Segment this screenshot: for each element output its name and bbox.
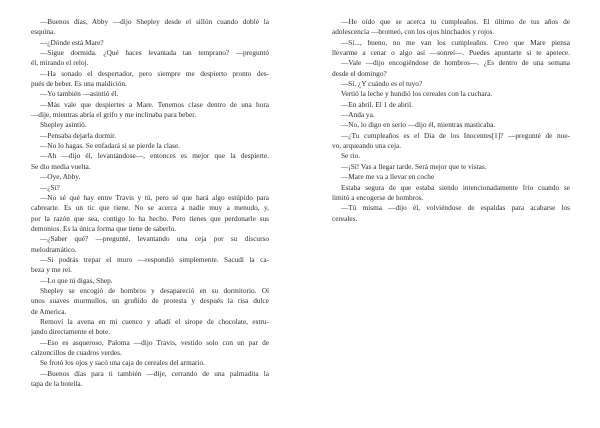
text-line: pués de beber. Es una maldición. bbox=[31, 79, 127, 89]
text-line: —No sé qué hay entre Travis y tú, pero sé que hará algo estúpido para bbox=[40, 192, 269, 202]
text-line: él, mirando el reloj. bbox=[31, 58, 89, 68]
text-line: —¡Sí! Vas a llegar tarde. Será mejor que te vistas. bbox=[341, 161, 487, 171]
text-line: unos suaves murmullos, un gruñido de protesta y después la risa dulce bbox=[31, 296, 269, 306]
text-line: —No, lo digo en serio —dijo él, mientras masticaba. bbox=[341, 120, 496, 130]
text-line: —No lo hagas. Se enfadará si se pierde la clase. bbox=[40, 141, 181, 151]
text-line: Removí la avena en mi cuenco y añadí el sirope de chocolate, estru- bbox=[40, 316, 269, 326]
text-line: —Mare me va a llevar en coche bbox=[341, 172, 435, 182]
text-line: —Vale —dijo encogiéndose de hombros—. ¿Es dentro de una semana bbox=[341, 58, 570, 68]
text-line: melodramático. bbox=[31, 244, 77, 254]
text-line: desde el domingo? bbox=[332, 68, 387, 78]
text-line: Se dio media vuelta. bbox=[31, 161, 91, 171]
text-line: —Sí. ¿Y cuándo es el tuyo? bbox=[341, 79, 423, 89]
text-line: —Pensaba dejarla dormir. bbox=[40, 130, 116, 140]
text-line: llevarme a cenar o algo así —sonreí—. Puedes apuntarte si te apetece. bbox=[332, 48, 570, 58]
text-line: —Ah —dijo él, levantándose—, entonces es mejor que la despierte. bbox=[40, 151, 269, 161]
text-line: —Más vale que despiertes a Mare. Tenemos clase dentro de una hora bbox=[40, 99, 269, 109]
text-line: Vertió la leche y hundió los cereales con la cuchara. bbox=[341, 89, 493, 99]
text-line: —Sigue dormida. ¿Qué haces levantada tan temprano? —preguntó bbox=[40, 48, 269, 58]
text-line: —Eso es asqueroso, Paloma —dijo Travis, vestido solo con un par de bbox=[40, 337, 269, 347]
text-line: adolescencia —bromeó, con los ojos hinchados y rojos. bbox=[332, 27, 495, 37]
text-line: —¿Sí? bbox=[40, 182, 60, 192]
text-line: jando directamente el bote. bbox=[31, 327, 111, 337]
text-line: Se frotó los ojos y sacó una caja de cereales del armario. bbox=[40, 358, 205, 368]
text-line: cereales. bbox=[332, 213, 358, 223]
text-line: Shepley asintió. bbox=[40, 120, 87, 130]
left-page bbox=[31, 17, 269, 389]
text-line: —Si podrás trepar el muro —respondió simplemente. Sacudí la ca- bbox=[40, 254, 269, 264]
text-line: calzoncillos de cuadros verdes. bbox=[31, 348, 122, 357]
text-line: —¿Saber qué? —pregunté, levantando una ceja por su discurso bbox=[40, 234, 269, 244]
text-line: Shepley se encogió de hombros y desapareció en su dormitorio. Oí bbox=[40, 285, 269, 295]
text-line: esquina. bbox=[31, 27, 56, 37]
text-line: —Sí..., bueno, no me van los cumpleaños. Creo que Mare piensa bbox=[341, 37, 570, 47]
text-line: —He oído que se acerca tu cumpleaños. El último de tus años de bbox=[341, 17, 570, 26]
text-line: —Lo que tú digas, Shep. bbox=[40, 275, 113, 285]
text-line: de America. bbox=[31, 306, 67, 316]
text-line: —¿Dónde está Mare? bbox=[40, 37, 104, 47]
text-line: —¿Tu cumpleaños es el Día de los Inocentes[1]? —pregunté de nue- bbox=[341, 130, 570, 140]
text-line: vo, arqueando una ceja. bbox=[332, 141, 402, 151]
text-line: —Yo también —asintió él. bbox=[40, 89, 119, 99]
text-line: por la razón que sea, contigo lo ha hecho. Pero tienes que perdonarle sus bbox=[31, 213, 269, 223]
text-line: Estaba segura de que estaba siendo intencionadamente frío cuando se bbox=[341, 182, 570, 192]
text-line: Se rio. bbox=[341, 151, 361, 161]
text-line: —Buenos días para ti también —dije, cerrando de una palmadita la bbox=[40, 368, 269, 378]
text-line: limitó a encogerse de hombros. bbox=[332, 192, 424, 202]
text-line: beza y me reí. bbox=[31, 265, 72, 275]
text-line: tapa de la botella. bbox=[31, 379, 83, 389]
text-line: —Anda ya. bbox=[341, 110, 375, 120]
text-line: —Buenos días, Abby —dijo Shepley desde el sillón cuando doblé la bbox=[40, 17, 269, 26]
text-line: —dije, mientras abría el grifo y me inclinaba para beber. bbox=[31, 110, 197, 120]
text-line: cabrearte. Es un tic que tiene. No se acerca a nadie muy a menudo, y, bbox=[31, 203, 269, 213]
text-line: —Ha sonado el despertador, pero siempre me despierto pronto des- bbox=[40, 68, 269, 78]
right-page bbox=[332, 17, 570, 224]
text-line: demonios. Es la única forma que tiene de saberlo. bbox=[31, 223, 177, 233]
text-line: —Oye, Abby. bbox=[40, 172, 81, 182]
text-line: —Tú misma —dijo él, volviéndose de espaldas para acabarse los bbox=[341, 203, 570, 213]
text-line: —En abril. El 1 de abril. bbox=[341, 99, 413, 109]
